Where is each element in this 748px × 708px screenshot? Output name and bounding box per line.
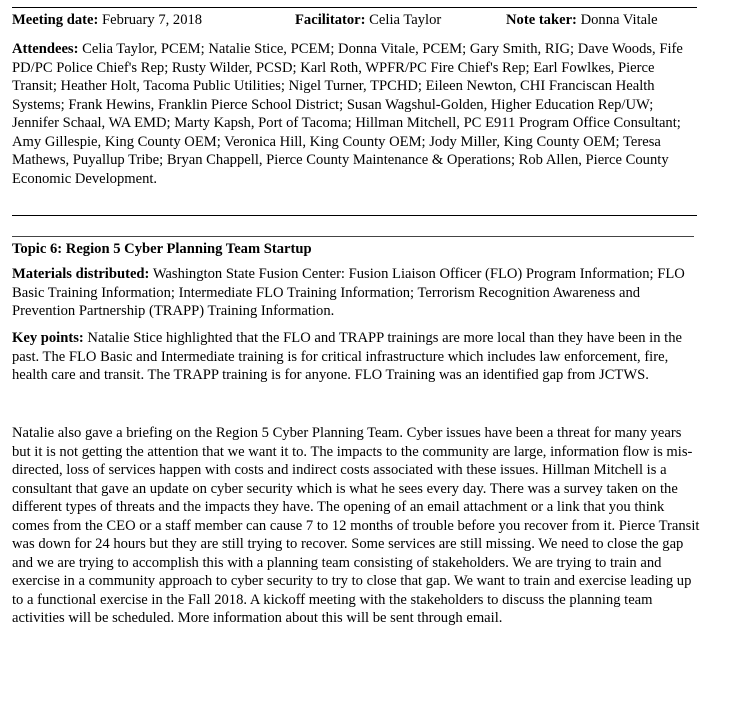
materials-list: Washington State Fusion Center: Fusion Liaison Officer (FLO) Program Information; FLO Basic Training Information; Intermediate FLO Training Information; Terrorism Recognition Awareness and Prevention Partnership (TRAPP) Training Information. [12,266,685,319]
note-taker-value: Donna Vitale [580,12,658,28]
facilitator-value: Celia Taylor [369,12,442,28]
meeting-date [12,12,202,29]
attendees-paragraph [12,40,702,188]
section-divider [12,215,697,216]
note-taker-label: Note taker: [506,12,577,28]
key-points-text: Natalie Stice highlighted that the FLO and TRAPP trainings are more local than they have been in the past. The FLO Basic and Intermediate training is for critical infrastructure which includes law enforcement, fire, health care and transit. The TRAPP training is for anyone. FLO Training was an identified gap from JCTWS. [12,330,682,383]
note-taker [506,12,658,29]
attendees-list: Celia Taylor, PCEM; Natalie Stice, PCEM; Donna Vitale, PCEM; Gary Smith, RIG; Dave Woods, Fife PD/PC Police Chief's Rep; Rusty Wilder, PCSD; Karl Roth, WPFR/PC Fire Chief's Rep; Earl Fowlkes, Pierce Transit; Heather Holt, Tacoma Public Utilities; Nigel Turner, TPCHD; Eileen Newton, CHI Franciscan Health Systems; Frank Hewins, Franklin Pierce School District; Susan Wagshul-Golden, Higher Education Rep/UW; Jennifer Schaal, WA EMD; Marty Kapsh, Port of Tacoma; Hillman Mitchell, PC E911 Program Office Consultant; Amy Gillespie, King County OEM; Veronica Hill, King County OEM; Jody Miller, King County OEM; Teresa Mathews, Puyallup Tribe; Bryan Chappell, Pierce County Maintenance & Operations; Rob Allen, Pierce County Economic Development. [12,41,683,187]
materials-label: Materials distributed: [12,266,150,282]
top-rule [12,7,697,8]
facilitator [295,12,441,29]
attendees-label: Attendees: [12,41,79,57]
meeting-meta-row [12,12,712,32]
meeting-date-value: February 7, 2018 [101,12,203,28]
facilitator-label: Facilitator: [295,12,366,28]
briefing-paragraph: Natalie also gave a briefing on the Region 5 Cyber Planning Team. Cyber issues have been a threat for many years but it is not getting the attention that we want it to. The impacts to the community are large, information flow is mis-directed, loss of services happen with costs and indirect costs associated with these issues. Hillman Mitchell is a consultant that gave an update on cyber security which is what he sees every day. There was a survey taken on the different types of threats and the impacts they have. The opening of an email attachment or a link that you think comes from the CEO or a staff member can cause 7 to 12 months of trouble before you recover from it. Pierce Transit was down for 24 hours but they are still trying to recover. Some services are still missing. We need to close the gap and we are trying to accomplish this with a planning team consisting of stakeholders. We are trying to train and exercise in a community approach to cyber security to try to close that gap. We want to train and exercise leading up to a functional exercise in the Fall 2018. A kickoff meeting with the stakeholders to discuss the planning team activities will be scheduled. More information about this will be sent through email. [12,425,700,626]
topic-divider [12,236,694,237]
meeting-date-label: Meeting date: [12,12,99,28]
materials-paragraph [12,265,702,321]
topic-title: Topic 6: Region 5 Cyber Planning Team Startup [12,241,312,257]
key-points-paragraph [12,329,702,385]
key-points-label: Key points: [12,330,84,346]
